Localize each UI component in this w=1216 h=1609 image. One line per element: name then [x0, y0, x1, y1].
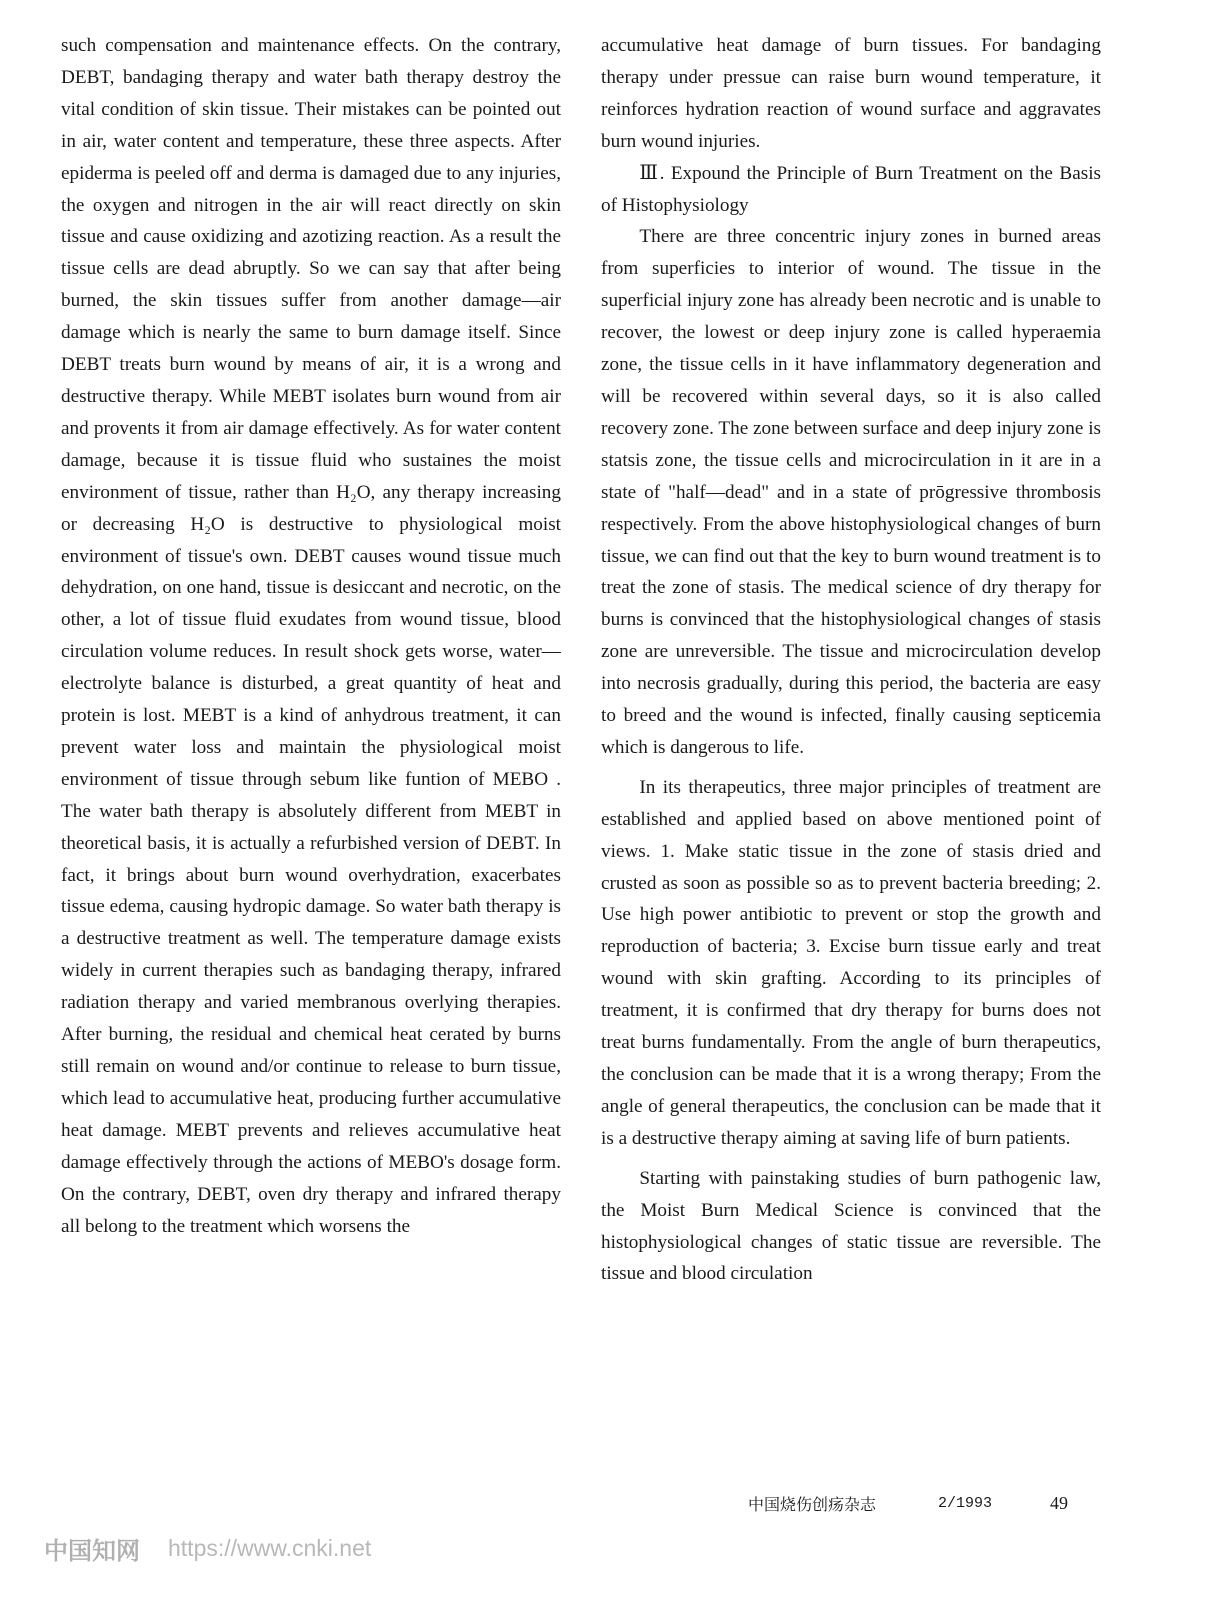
- body-paragraph: In its therapeutics, three major principles of treatment are established and applied based on above mentioned point of views. 1. Make static tissue in the zone of stasis dried and crusted as soon as possible so as to prevent bacteria breeding; 2. Use high power antibiotic to prevent or stop the growth and reproduction of bacteria; 3. Excise burn tissue early and treat wound with skin grafting. According to its principles of treatment, it is confirmed that dry therapy for burns does not treat burns fundamentally. From the angle of burn therapeutics, the conclusion can be made that it is a wrong therapy; From the angle of general therapeutics, the conclusion can be made that it is a destructive therapy aiming at saving life of burn patients.: [601, 776, 1101, 1149]
- journal-name: 中国烧伤创疡杂志: [748, 1494, 877, 1514]
- page-footer: [748, 1490, 1088, 1516]
- body-paragraph: There are three concentric injury zones in burned areas from superficies to interior of wound. The tissue in the superficial injury zone has already been necrotic and is unable to recover, the lowest or deep injury zone is called hyperaemia zone, the tissue cells in it have inflammatory degeneration and will be recovered within several days, so it is also called recovery zone. The zone between surface and deep injury zone is statsis zone, the tissue cells and microcirculation in it are in a state of "half—dead" and in a state of prōgressive thrombosis respectively. From the above histophysiological changes of burn tissue, we can find out that the key to burn wound treatment is to treat the zone of stasis. The medical science of dry therapy for burns is convinced that the histophysiological changes of stasis zone are unreversible. The tissue and microcirculation develop into necrosis gradually, during this period, the bacteria are easy to breed and the wound is infected, finally causing septicemia which is dangerous to life.: [601, 226, 1101, 758]
- right-column: [601, 30, 1101, 1290]
- watermark-logo: 中国知网: [44, 1536, 140, 1565]
- body-paragraph: such compensation and maintenance effects. On the contrary, DEBT, bandaging therapy and water bath therapy destroy the vital condition of skin tissue. Their mistakes can be pointed out in air, water content and temperature, these three aspects. After epiderma is peeled off and derma is damaged due to any injuries, the oxygen and nitrogen in the air will react directly on skin tissue and cause oxidizing and azotizing reaction. As a result the tissue cells are dead abruptly. So we can say that after being burned, the skin tissues suffer from another damage—air damage which is nearly the same to burn damage itself. Since DEBT treats burn wound by means of air, it is a wrong and destructive therapy. While MEBT isolates burn wound from air and provents it from air damage effectively. As for water content damage, because it is tissue fluid who sustaines the moist environment of tissue, rather than H₂O, any therapy increasing or decreasing H₂O is destructive to physiological moist environment of tissue's own. DEBT causes wound tissue much dehydration, on one hand, tissue is desiccant and necrotic, on the other, a lot of tissue fluid exudates from wound tissue, blood circulation volume reduces. In result shock gets worse, water—electrolyte balance is disturbed, a great quantity of heat and protein is lost. MEBT is a kind of anhydrous treatment, it can prevent water loss and maintain the physiological moist environment of tissue through sebum like funtion of MEBO . The water bath therapy is absolutely different from MEBT in theoretical basis, it is actually a refurbished version of DEBT. In fact, it brings about burn wound overhydration, exacerbates tissue edema, causing hydropic damage. So water bath therapy is a destructive treatment as well. The temperature damage exists widely in current therapies such as bandaging therapy, infrared radiation therapy and varied membranous overlying therapies. After burning, the residual and chemical heat cerated by burns still remain on wound and/or continue to release to burn tissue, which lead to accumulative heat, producing further accumulative heat damage. MEBT prevents and relieves accumulative heat damage effectively through the actions of MEBO's dosage form. On the contrary, DEBT, oven dry therapy and infrared therapy all belong to the treatment which worsens the: [61, 35, 561, 1237]
- left-column: [61, 30, 561, 1242]
- section-heading: Ⅲ. Expound the Principle of Burn Treatment on the Basis of Histophysiology: [601, 162, 1101, 216]
- watermark-url: https://www.cnki.net: [168, 1534, 372, 1561]
- issue-number: 2/1993: [938, 1494, 993, 1512]
- body-paragraph: Starting with painstaking studies of burn pathogenic law, the Moist Burn Medical Science is convinced that the histophysiological changes of static tissue are reversible. The tissue and blood circulation: [601, 1167, 1101, 1285]
- cnki-watermark: [44, 1532, 371, 1564]
- body-paragraph: accumulative heat damage of burn tissues. For bandaging therapy under pressue can raise burn wound temperature, it reinforces hydration reaction of wound surface and aggravates burn wound injuries.: [601, 35, 1101, 152]
- page-number: 49: [1050, 1492, 1068, 1513]
